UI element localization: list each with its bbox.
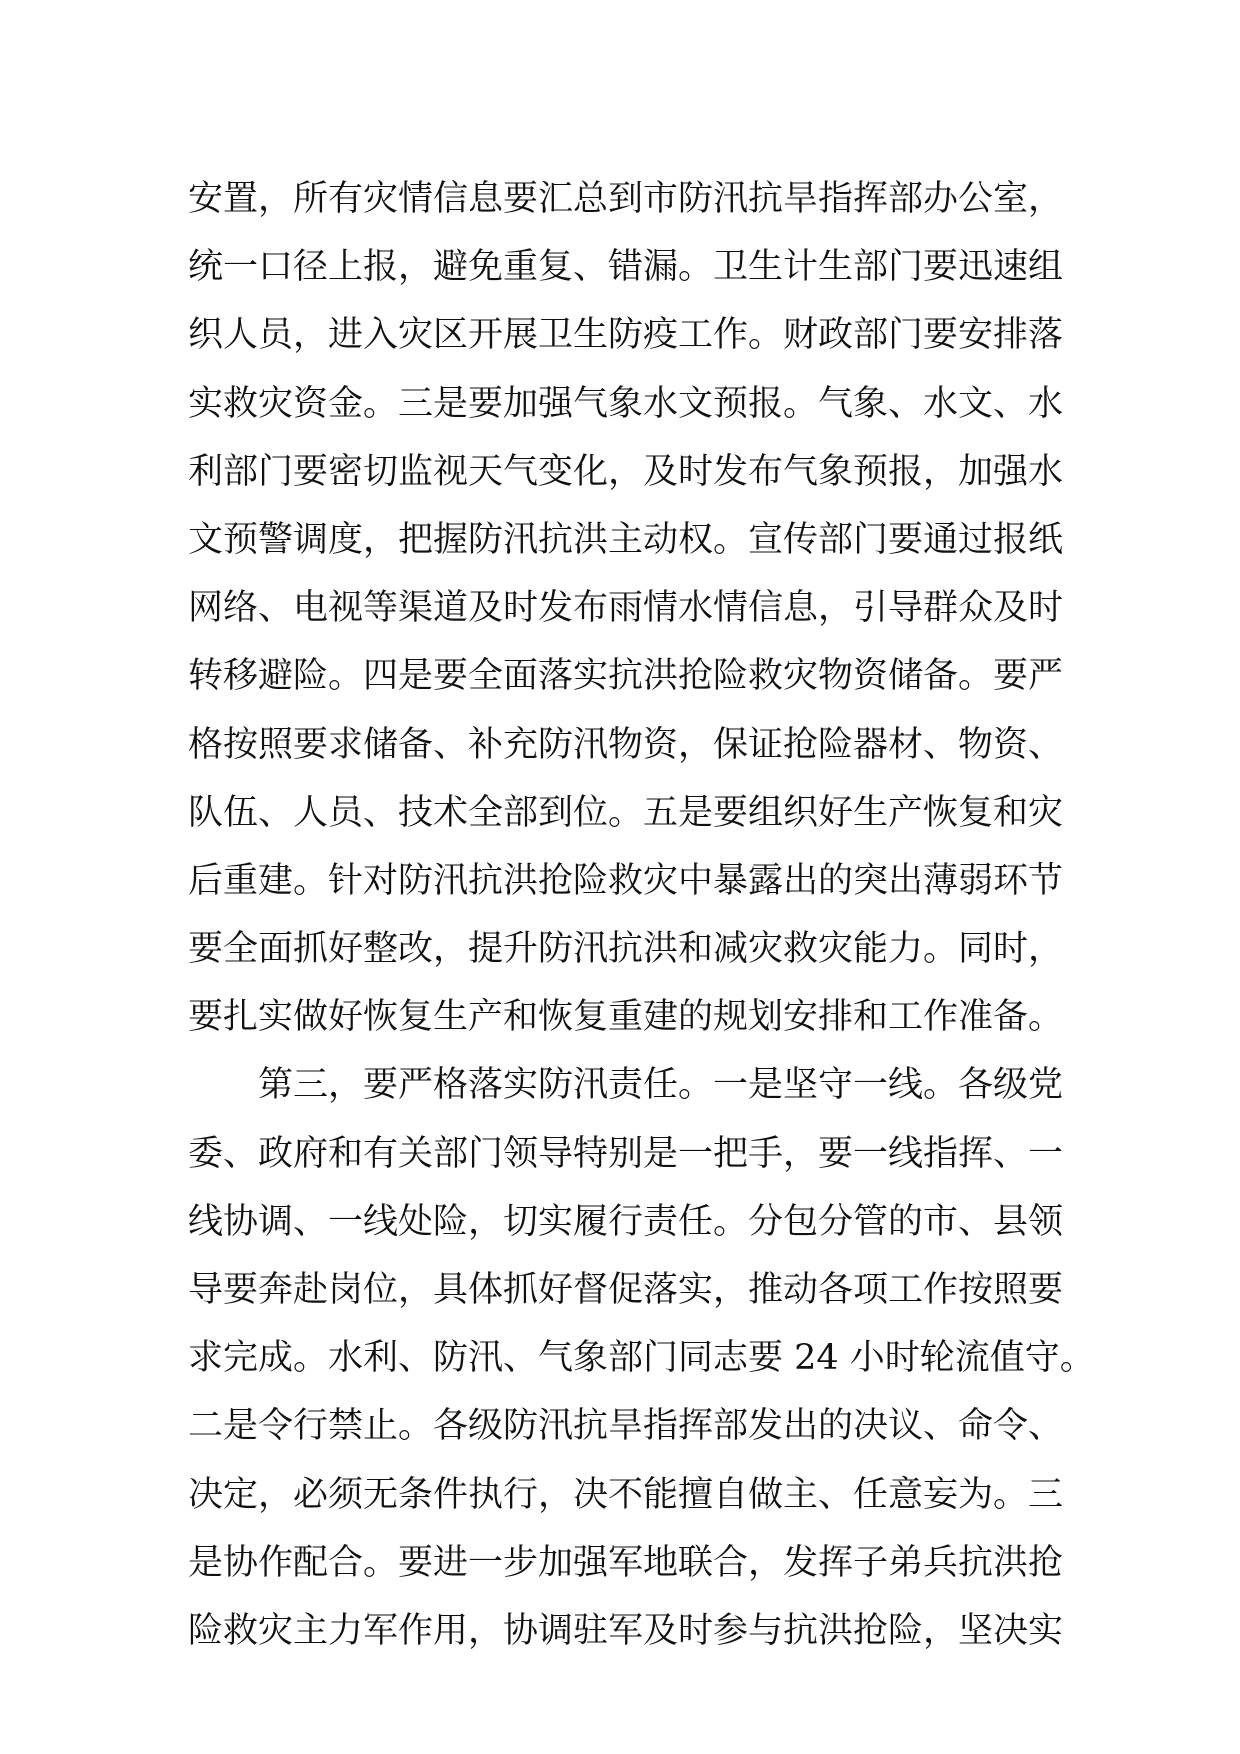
text-line: 二是令行禁止。各级防汛抗旱指挥部发出的决议、命令、 xyxy=(188,1406,1064,1447)
body-text xyxy=(188,165,1095,1665)
text-line: 队伍、人员、技术全部到位。五是要组织好生产恢复和灾 xyxy=(188,792,1064,833)
text-line: 导要奔赴岗位，具体抓好督促落实，推动各项工作按照要 xyxy=(188,1270,1064,1310)
text-line: 格按照要求储备、补充防汛物资，保证抢险器材、物资、 xyxy=(188,724,1064,765)
text-line: 实救灾资金。三是要加强气象水文预报。气象、水文、水 xyxy=(188,383,1064,424)
text-line: 安置，所有灾情信息要汇总到市防汛抗旱指挥部办公室， xyxy=(188,179,1064,219)
text-line: 利部门要密切监视天气变化，及时发布气象预报，加强水 xyxy=(188,451,1064,492)
text-line: 后重建。针对防汛抗洪抢险救灾中暴露出的突出薄弱环节 xyxy=(188,860,1064,901)
text-line: 织人员，进入灾区开展卫生防疫工作。财政部门要安排落 xyxy=(188,315,1064,356)
text-line: 要扎实做好恢复生产和恢复重建的规划安排和工作准备。 xyxy=(188,997,1064,1038)
text-line: 线协调、一线处险，切实履行责任。分包分管的市、县领 xyxy=(188,1201,1064,1242)
text-line: 网络、电视等渠道及时发布雨情水情信息，引导群众及时 xyxy=(188,588,1064,629)
text-line: 统一口径上报，避免重复、错漏。卫生计生部门要迅速组 xyxy=(188,247,1064,288)
paragraph-start-line: 第三，要严格落实防汛责任。一是坚守一线。各级党 xyxy=(258,1065,1064,1106)
text-line: 决定，必须无条件执行，决不能擅自做主、任意妄为。三 xyxy=(188,1474,1064,1515)
text-line: 是协作配合。要进一步加强军地联合，发挥子弟兵抗洪抢 xyxy=(188,1542,1064,1583)
text-line: 委、政府和有关部门领导特别是一把手，要一线指挥、一 xyxy=(188,1133,1064,1174)
text-line: 要全面抓好整改，提升防汛抗洪和减灾救灾能力。同时， xyxy=(188,929,1064,970)
text-line: 转移避险。四是要全面落实抗洪抢险救灾物资储备。要严 xyxy=(188,656,1064,697)
text-line: 求完成。水利、防汛、气象部门同志要 24 小时轮流值守。 xyxy=(188,1338,1095,1379)
text-line: 文预警调度，把握防汛抗洪主动权。宣传部门要通过报纸 xyxy=(188,519,1064,560)
text-line: 险救灾主力军作用，协调驻军及时参与抗洪抢险，坚决实 xyxy=(188,1610,1064,1651)
